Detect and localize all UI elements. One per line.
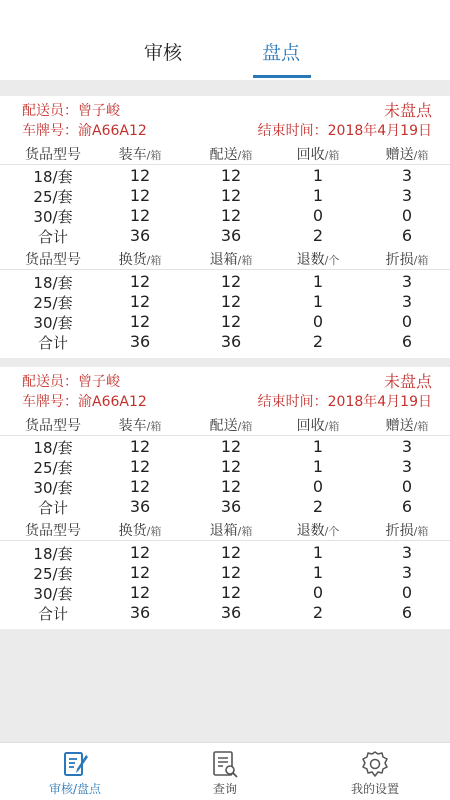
table-cell-col2: 36 xyxy=(220,497,242,516)
column-header-unit: /箱 xyxy=(146,254,162,267)
table-cell-col2: 36 xyxy=(220,226,242,245)
column-header xyxy=(3,520,103,540)
table-header xyxy=(0,248,450,270)
column-header-text: 货品型号 xyxy=(25,523,81,539)
table-cell-col2: 12 xyxy=(220,166,242,185)
column-header-text: 货品型号 xyxy=(25,252,81,268)
nav-item-query[interactable] xyxy=(150,743,300,800)
table-cell-col1: 12 xyxy=(129,477,151,496)
table-cell-col1: 12 xyxy=(129,206,151,225)
column-header-text: 货品型号 xyxy=(25,147,81,163)
table-cell-col2: 12 xyxy=(220,272,242,291)
table-cell-col4: 3 xyxy=(401,437,413,456)
status-badge: 未盘点 xyxy=(383,101,432,120)
table-cell-col4: 0 xyxy=(401,206,413,225)
column-header-unit: /箱 xyxy=(237,420,253,433)
column-header-unit: /箱 xyxy=(237,149,253,162)
column-header xyxy=(90,520,190,540)
table-cell-col3: 1 xyxy=(312,543,324,562)
table-cell-model: 25/套 xyxy=(33,294,73,312)
table-cell-col2: 12 xyxy=(220,457,242,476)
table-cell-col4: 0 xyxy=(401,477,413,496)
table-cell-col4: 3 xyxy=(401,166,413,185)
table-row xyxy=(0,477,450,497)
table-header xyxy=(0,519,450,541)
table-cell-model: 合计 xyxy=(37,605,68,623)
column-header-unit: /箱 xyxy=(413,420,429,433)
table-row xyxy=(0,437,450,457)
table-cell-col3: 2 xyxy=(312,332,324,351)
column-header-text: 退数 xyxy=(296,523,325,539)
table-row xyxy=(0,166,450,186)
end-time-label: 结束时间：2018年4月19日 xyxy=(257,123,432,139)
table-cell-model: 18/套 xyxy=(33,545,73,563)
table-cell-col2: 36 xyxy=(220,332,242,351)
nav-label-settings: 我的设置 xyxy=(350,782,399,796)
table-cell-col2: 36 xyxy=(220,603,242,622)
table-cell-col3: 0 xyxy=(312,583,324,602)
table-cell-model: 合计 xyxy=(37,499,68,517)
column-header-text: 换货 xyxy=(118,252,147,268)
table-cell-model: 25/套 xyxy=(33,188,73,206)
table-cell-col4: 3 xyxy=(401,457,413,476)
column-header xyxy=(90,415,190,435)
nav-label-review-inventory: 审核/盘点 xyxy=(48,782,102,796)
settings-gear-icon xyxy=(360,749,390,779)
table-cell-col3: 2 xyxy=(312,226,324,245)
table-row xyxy=(0,332,450,352)
table-cell-col2: 12 xyxy=(220,292,242,311)
column-header xyxy=(357,415,450,435)
table-cell-col3: 1 xyxy=(312,272,324,291)
column-header-text: 赠送 xyxy=(385,418,414,434)
table-cell-col1: 36 xyxy=(129,603,151,622)
column-header-text: 回收 xyxy=(296,418,325,434)
column-header-text: 装车 xyxy=(118,418,147,434)
column-header xyxy=(357,144,450,164)
table-cell-model: 合计 xyxy=(37,334,68,352)
table-cell-col2: 12 xyxy=(220,312,242,331)
top-tab-bar xyxy=(0,0,450,80)
column-header-unit: /箱 xyxy=(146,525,162,538)
column-header-unit: /箱 xyxy=(324,420,340,433)
column-header xyxy=(181,144,281,164)
table-cell-model: 18/套 xyxy=(33,168,73,186)
table-cell-col2: 12 xyxy=(220,437,242,456)
table-cell-col4: 6 xyxy=(401,226,413,245)
table-cell-col1: 12 xyxy=(129,563,151,582)
column-header xyxy=(268,144,368,164)
table-row xyxy=(0,603,450,623)
table-cell-col2: 12 xyxy=(220,477,242,496)
table-cell-col4: 0 xyxy=(401,583,413,602)
table-row xyxy=(0,292,450,312)
courier-label: 配送员：曾子峻 xyxy=(22,103,120,119)
table-row xyxy=(0,206,450,226)
table-cell-col2: 12 xyxy=(220,543,242,562)
column-header-text: 配送 xyxy=(209,147,238,163)
table-row xyxy=(0,543,450,563)
table-cell-col4: 6 xyxy=(401,603,413,622)
table-header xyxy=(0,414,450,436)
nav-item-review-inventory[interactable] xyxy=(0,743,150,800)
inventory-card xyxy=(0,367,450,629)
table-cell-model: 25/套 xyxy=(33,459,73,477)
column-header xyxy=(3,249,103,269)
plate-label: 车牌号：渝A66A12 xyxy=(22,123,147,139)
courier-label: 配送员：曾子峻 xyxy=(22,374,120,390)
table-cell-col3: 1 xyxy=(312,186,324,205)
table-cell-col1: 12 xyxy=(129,312,151,331)
active-tab-indicator xyxy=(253,75,311,78)
column-header-text: 折损 xyxy=(385,523,414,539)
column-header-text: 退数 xyxy=(296,252,325,268)
table-row xyxy=(0,186,450,206)
table-cell-col3: 1 xyxy=(312,563,324,582)
table-cell-col4: 6 xyxy=(401,497,413,516)
table-cell-col3: 1 xyxy=(312,166,324,185)
column-header-unit: /箱 xyxy=(413,254,429,267)
table-cell-model: 合计 xyxy=(37,228,68,246)
table-cell-col1: 12 xyxy=(129,583,151,602)
column-header xyxy=(90,144,190,164)
table-row xyxy=(0,583,450,603)
table-cell-col4: 3 xyxy=(401,563,413,582)
column-header xyxy=(3,415,103,435)
table-cell-col1: 12 xyxy=(129,543,151,562)
inventory-card xyxy=(0,96,450,358)
table-cell-col1: 36 xyxy=(129,332,151,351)
column-header xyxy=(268,415,368,435)
column-header-unit: /个 xyxy=(324,525,340,538)
table-cell-model: 30/套 xyxy=(33,314,73,332)
table-cell-col4: 3 xyxy=(401,272,413,291)
edit-document-icon xyxy=(60,749,90,779)
table-cell-col3: 2 xyxy=(312,497,324,516)
nav-label-query: 查询 xyxy=(212,782,237,796)
column-header xyxy=(181,520,281,540)
column-header-unit: /箱 xyxy=(413,525,429,538)
table-cell-col3: 1 xyxy=(312,437,324,456)
table-cell-col1: 36 xyxy=(129,226,151,245)
table-cell-col2: 12 xyxy=(220,186,242,205)
table-cell-col1: 12 xyxy=(129,437,151,456)
status-badge: 未盘点 xyxy=(383,372,432,391)
column-header-unit: /个 xyxy=(324,254,340,267)
table-cell-col4: 3 xyxy=(401,292,413,311)
column-header-unit: /箱 xyxy=(413,149,429,162)
column-header xyxy=(90,249,190,269)
table-cell-col3: 0 xyxy=(312,206,324,225)
table-cell-col4: 0 xyxy=(401,312,413,331)
tab-review[interactable]: 审核 xyxy=(144,42,183,64)
column-header-text: 退箱 xyxy=(209,523,238,539)
column-header-unit: /箱 xyxy=(146,149,162,162)
table-cell-col1: 12 xyxy=(129,292,151,311)
column-header-text: 折损 xyxy=(385,252,414,268)
table-cell-col1: 12 xyxy=(129,457,151,476)
table-cell-col4: 3 xyxy=(401,186,413,205)
column-header-text: 退箱 xyxy=(209,252,238,268)
bottom-nav-bar xyxy=(0,742,450,800)
search-document-icon xyxy=(210,749,240,779)
column-header xyxy=(181,249,281,269)
table-cell-model: 18/套 xyxy=(33,439,73,457)
end-time-label: 结束时间：2018年4月19日 xyxy=(257,394,432,410)
column-header-unit: /箱 xyxy=(237,525,253,538)
column-header-unit: /箱 xyxy=(237,254,253,267)
table-cell-model: 30/套 xyxy=(33,208,73,226)
column-header-text: 装车 xyxy=(118,147,147,163)
column-header-text: 赠送 xyxy=(385,147,414,163)
column-header-text: 货品型号 xyxy=(25,418,81,434)
table-cell-model: 30/套 xyxy=(33,585,73,603)
table-cell-model: 25/套 xyxy=(33,565,73,583)
table-row xyxy=(0,312,450,332)
table-cell-col1: 12 xyxy=(129,272,151,291)
table-row xyxy=(0,226,450,246)
column-header-text: 换货 xyxy=(118,523,147,539)
column-header xyxy=(268,520,368,540)
table-header xyxy=(0,143,450,165)
table-cell-col2: 12 xyxy=(220,563,242,582)
column-header xyxy=(357,520,450,540)
column-header-unit: /箱 xyxy=(324,149,340,162)
table-cell-col3: 0 xyxy=(312,477,324,496)
column-header xyxy=(268,249,368,269)
table-cell-col2: 12 xyxy=(220,206,242,225)
table-cell-col4: 6 xyxy=(401,332,413,351)
column-header-text: 配送 xyxy=(209,418,238,434)
table-cell-col4: 3 xyxy=(401,543,413,562)
table-cell-model: 30/套 xyxy=(33,479,73,497)
table-cell-col3: 2 xyxy=(312,603,324,622)
column-header xyxy=(3,144,103,164)
table-cell-col1: 36 xyxy=(129,497,151,516)
table-row xyxy=(0,457,450,477)
table-cell-col3: 0 xyxy=(312,312,324,331)
table-cell-model: 18/套 xyxy=(33,274,73,292)
table-cell-col1: 12 xyxy=(129,166,151,185)
column-header-text: 回收 xyxy=(296,147,325,163)
column-header xyxy=(357,249,450,269)
column-header xyxy=(181,415,281,435)
table-cell-col3: 1 xyxy=(312,457,324,476)
table-row xyxy=(0,563,450,583)
table-row xyxy=(0,497,450,517)
plate-label: 车牌号：渝A66A12 xyxy=(22,394,147,410)
nav-item-settings[interactable] xyxy=(300,743,450,800)
table-cell-col3: 1 xyxy=(312,292,324,311)
column-header-unit: /箱 xyxy=(146,420,162,433)
table-row xyxy=(0,272,450,292)
table-cell-col1: 12 xyxy=(129,186,151,205)
table-cell-col2: 12 xyxy=(220,583,242,602)
tab-inventory[interactable]: 盘点 xyxy=(262,42,301,64)
